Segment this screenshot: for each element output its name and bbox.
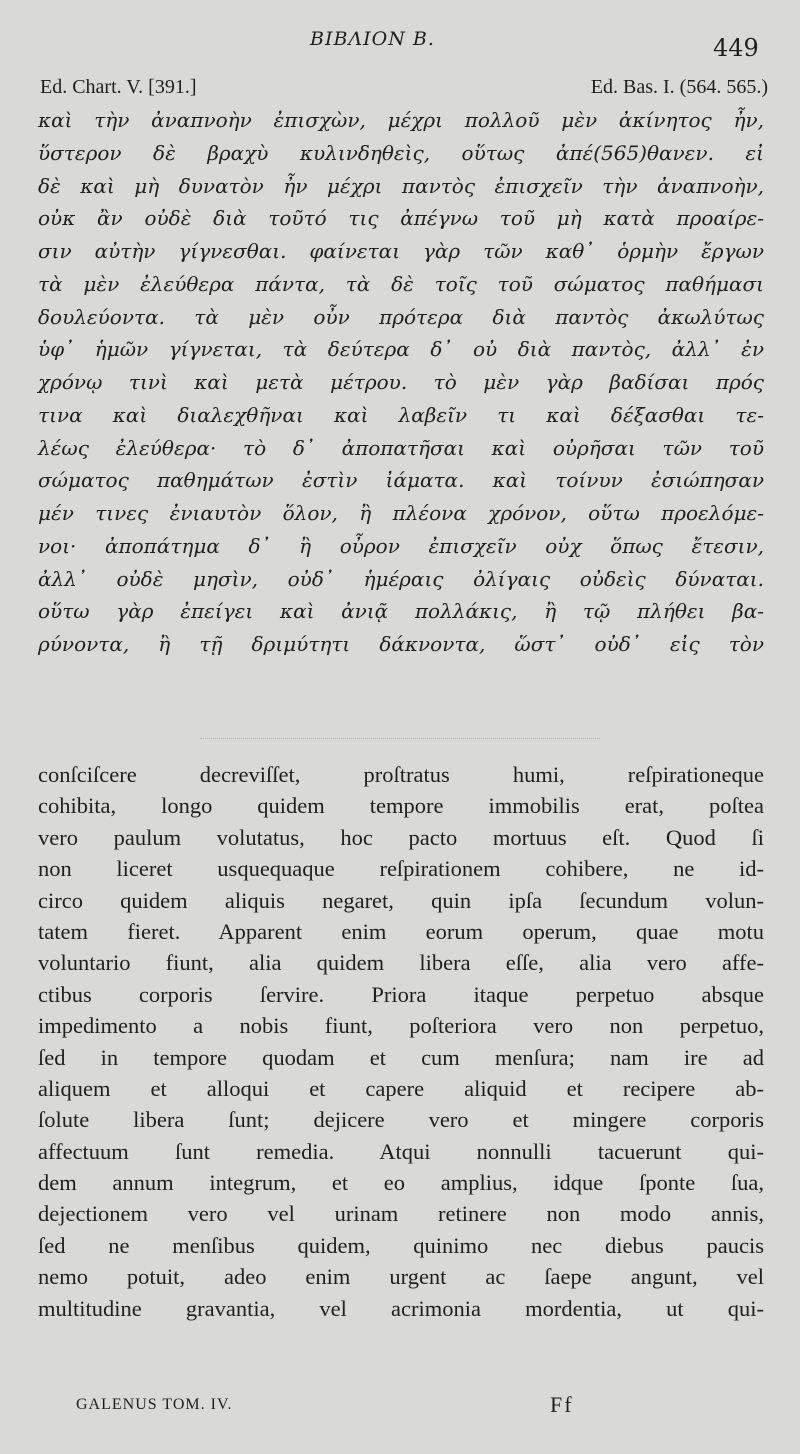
greek-line: μέν τινες ἐνιαυτὸν ὅλον, ἢ πλέονα χρόνον, οὕτω προελόμε- — [38, 501, 764, 525]
latin-line: ctibus corporis ſervire. Priora itaque perpetuo absque — [38, 981, 764, 1007]
latin-line: aliquem et alloqui et capere aliquid et recipere ab- — [38, 1075, 764, 1101]
latin-line: dejectionem vero vel urinam retinere non modo annis, — [38, 1201, 764, 1227]
latin-line: non liceret usquequaque reſpirationem cohibere, ne id- — [38, 856, 764, 882]
edition-references — [40, 76, 768, 104]
greek-line: χρόνῳ τινὶ καὶ μετὰ μέτρου. τὸ μὲν γὰρ βαδίσαι πρός — [38, 370, 764, 394]
edition-chartier: Ed. Chart. V. [391.] — [40, 76, 197, 98]
page-number: 449 — [713, 34, 759, 62]
greek-line: ὕστερον δὲ βραχὺ κυλινδηθεὶς, οὕτως ἀπέ(565)θανεν. εἰ — [38, 140, 764, 165]
greek-line: σιν αὐτὴν γίγνεσθαι. φαίνεται γὰρ τῶν καθ᾽ ὁρμὴν ἔργων — [38, 239, 764, 263]
latin-line: ſolute libera ſunt; dejicere vero et mingere corporis — [38, 1107, 764, 1133]
latin-line: multitudine gravantia, vel acrimonia mordentia, ut qui- — [38, 1295, 764, 1321]
latin-line: ſed in tempore quodam et cum menſura; nam ire ad — [38, 1044, 764, 1070]
latin-line: voluntario fiunt, alia quidem libera eſſe, alia vero affe- — [38, 950, 764, 976]
latin-line: tatem fieret. Apparent enim eorum operum, quae motu — [38, 918, 764, 944]
latin-line: conſciſcere decreviſſet, proſtratus humi, reſpirationeque — [38, 762, 764, 787]
greek-line: τὰ μὲν ἐλεύθερα πάντα, τὰ δὲ τοῖς τοῦ σώματος παθήμασι — [38, 271, 764, 296]
greek-line: ὑφ᾽ ἡμῶν γίγνεται, τὰ δεύτερα δ᾽ οὐ διὰ παντὸς, ἀλλ᾽ ἐν — [38, 337, 764, 362]
greek-text — [38, 104, 764, 661]
latin-line: impedimento a nobis fiunt, poſteriora vero non perpetuo, — [38, 1013, 764, 1039]
latin-line: vero paulum volutatus, hoc pacto mortuus eſt. Quod ſi — [38, 824, 764, 850]
latin-line: circo quidem aliquis negaret, quin ipſa ſecundum volun- — [38, 887, 764, 913]
latin-line: nemo potuit, adeo enim urgent ac ſaepe angunt, vel — [38, 1264, 764, 1290]
greek-line: σώματος παθημάτων ἐστὶν ἰάματα. καὶ τοίνυν ἐσιώπησαν — [38, 468, 764, 493]
latin-line: dem annum integrum, et eo amplius, idque ſponte ſua, — [38, 1170, 764, 1196]
running-head — [0, 28, 800, 62]
greek-line: τινα καὶ διαλεχθῆναι καὶ λαβεῖν τι καὶ δέξασθαι τε- — [38, 402, 764, 427]
page-footer — [40, 1394, 760, 1424]
greek-line: ἀλλ᾽ οὐδὲ μησὶν, οὐδ᾽ ἡμέραις ὀλίγαις οὐδεὶς δύναται. — [38, 566, 764, 591]
greek-line: καὶ τὴν ἀναπνοὴν ἐπισχὼν, μέχρι πολλοῦ μὲν ἀκίνητος ἦν, — [38, 108, 764, 132]
gathering-mark: Ff — [550, 1392, 574, 1417]
greek-line: οὐκ ἂν οὐδὲ διὰ τοῦτό τις ἀπέγνω τοῦ μὴ κατὰ προαίρε- — [38, 206, 764, 231]
running-title: ΒΙΒΛΙΟΝ Β. — [310, 28, 435, 50]
greek-line: οὕτω γὰρ ἐπείγει καὶ ἀνιᾷ πολλάκις, ἢ τῷ πλήθει βα- — [38, 599, 764, 624]
section-divider — [200, 738, 600, 739]
greek-line: δουλεύοντα. τὰ μὲν οὖν πρότερα διὰ παντὸς ἀκωλύτως — [38, 304, 764, 329]
latin-line: cohibita, longo quidem tempore immobilis erat, poſtea — [38, 793, 764, 819]
edition-basel: Ed. Bas. I. (564. 565.) — [590, 76, 768, 98]
greek-line: δὲ καὶ μὴ δυνατὸν ἦν μέχρι παντὸς ἐπισχεῖν τὴν ἀναπνοὴν, — [38, 173, 764, 198]
greek-line: λέως ἐλεύθερα· τὸ δ᾽ ἀποπατῆσαι καὶ οὐρῆσαι τῶν τοῦ — [38, 435, 764, 460]
greek-line: νοι· ἀποπάτημα δ᾽ ἢ οὖρον ἐπισχεῖν οὐχ ὅπως ἔτεσιν, — [38, 533, 764, 558]
latin-text — [38, 759, 764, 1324]
greek-line: ρύνοντα, ἢ τῇ δριμύτητι δάκνοντα, ὥστ᾽ οὐδ᾽ εἰς τὸν — [38, 632, 764, 656]
volume-signature: GALENUS TOM. IV. — [76, 1396, 233, 1413]
latin-line: affectuum ſunt remedia. Atqui nonnulli tacuerunt qui- — [38, 1138, 764, 1164]
latin-line: ſed ne menſibus quidem, quinimo nec diebus paucis — [38, 1232, 764, 1258]
